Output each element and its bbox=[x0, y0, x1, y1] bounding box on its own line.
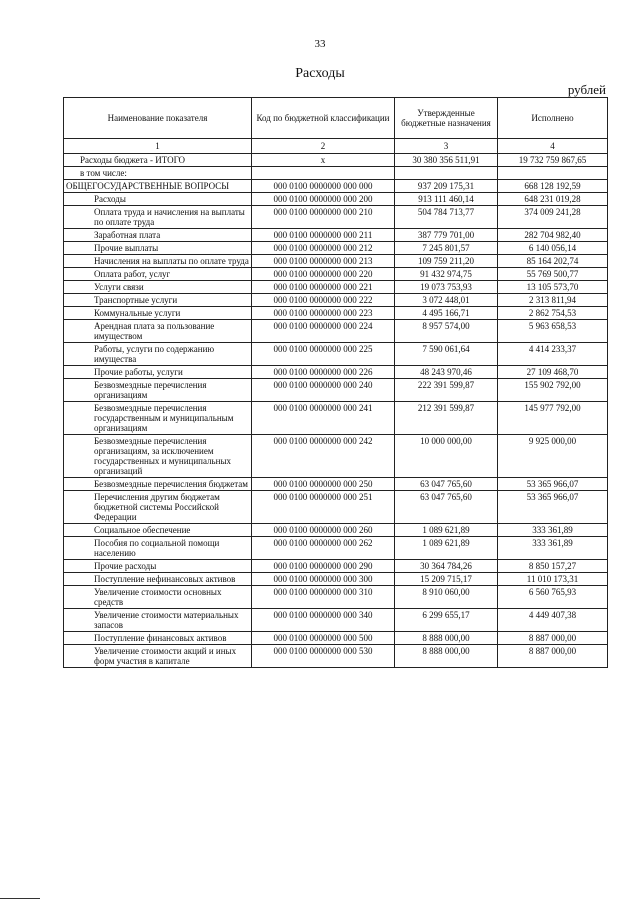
row-approved: 91 432 974,75 bbox=[395, 268, 498, 281]
row-executed: 2 862 754,53 bbox=[498, 307, 608, 320]
row-name: Расходы бюджета - ИТОГО bbox=[64, 154, 252, 167]
table-row bbox=[64, 402, 608, 435]
table-row bbox=[64, 560, 608, 573]
table-row bbox=[64, 586, 608, 609]
row-executed: 4 449 407,38 bbox=[498, 609, 608, 632]
row-approved: 7 590 061,64 bbox=[395, 343, 498, 366]
row-name: Социальное обеспечение bbox=[64, 524, 252, 537]
row-code: 000 0100 0000000 000 340 bbox=[252, 609, 395, 632]
table-row bbox=[64, 255, 608, 268]
row-executed: 2 313 811,94 bbox=[498, 294, 608, 307]
row-code: 000 0100 0000000 000 250 bbox=[252, 478, 395, 491]
page-number: 33 bbox=[314, 38, 326, 50]
row-code: 000 0100 0000000 000 212 bbox=[252, 242, 395, 255]
column-number-row bbox=[64, 139, 608, 154]
row-executed: 19 732 759 867,65 bbox=[498, 154, 608, 167]
row-code: x bbox=[252, 154, 395, 167]
row-code: 000 0100 0000000 000 224 bbox=[252, 320, 395, 343]
row-executed: 11 010 173,31 bbox=[498, 573, 608, 586]
table-row bbox=[64, 524, 608, 537]
page-title: Расходы bbox=[295, 66, 345, 81]
row-executed: 53 365 966,07 bbox=[498, 478, 608, 491]
row-name: Безвозмездные перечисления организациям, за исключением государственных и муниципальных организаций bbox=[64, 435, 252, 478]
row-executed: 6 560 765,93 bbox=[498, 586, 608, 609]
row-approved: 8 888 000,00 bbox=[395, 632, 498, 645]
row-code: 000 0100 0000000 000 500 bbox=[252, 632, 395, 645]
row-name: Увеличение стоимости материальных запасов bbox=[64, 609, 252, 632]
row-name: Услуги связи bbox=[64, 281, 252, 294]
row-code: 000 0100 0000000 000 290 bbox=[252, 560, 395, 573]
row-approved: 504 784 713,77 bbox=[395, 206, 498, 229]
row-name: Перечисления другим бюджетам бюджетной системы Российской Федерации bbox=[64, 491, 252, 524]
row-name: Заработная плата bbox=[64, 229, 252, 242]
row-executed: 8 887 000,00 bbox=[498, 632, 608, 645]
table-row bbox=[64, 343, 608, 366]
table-row bbox=[64, 229, 608, 242]
footer-rule bbox=[0, 898, 40, 899]
row-name: Поступление нефинансовых активов bbox=[64, 573, 252, 586]
row-name: Пособия по социальной помощи населению bbox=[64, 537, 252, 560]
row-approved: 8 888 000,00 bbox=[395, 645, 498, 668]
row-approved: 3 072 448,01 bbox=[395, 294, 498, 307]
row-code: 000 0100 0000000 000 223 bbox=[252, 307, 395, 320]
row-executed: 668 128 192,59 bbox=[498, 180, 608, 193]
row-approved: 8 957 574,00 bbox=[395, 320, 498, 343]
row-code: 000 0100 0000000 000 240 bbox=[252, 379, 395, 402]
row-name: Транспортные услуги bbox=[64, 294, 252, 307]
row-name: Прочие выплаты bbox=[64, 242, 252, 255]
row-name: Оплата труда и начисления на выплаты по оплате труда bbox=[64, 206, 252, 229]
row-executed: 85 164 202,74 bbox=[498, 255, 608, 268]
row-code: 000 0100 0000000 000 225 bbox=[252, 343, 395, 366]
row-executed: 282 704 982,40 bbox=[498, 229, 608, 242]
row-name: Работы, услуги по содержанию имущества bbox=[64, 343, 252, 366]
table-row bbox=[64, 206, 608, 229]
header-name: Наименование показателя bbox=[64, 98, 252, 139]
row-code: 000 0100 0000000 000 300 bbox=[252, 573, 395, 586]
header-code: Код по бюджетной классификации bbox=[252, 98, 395, 139]
row-executed: 648 231 019,28 bbox=[498, 193, 608, 206]
row-code: 000 0100 0000000 000 251 bbox=[252, 491, 395, 524]
row-code: 000 0100 0000000 000 213 bbox=[252, 255, 395, 268]
row-approved: 913 111 460,14 bbox=[395, 193, 498, 206]
row-code: 000 0100 0000000 000 226 bbox=[252, 366, 395, 379]
row-code: 000 0100 0000000 000 222 bbox=[252, 294, 395, 307]
row-executed: 4 414 233,37 bbox=[498, 343, 608, 366]
row-approved: 19 073 753,93 bbox=[395, 281, 498, 294]
header-row bbox=[64, 98, 608, 139]
row-executed: 145 977 792,00 bbox=[498, 402, 608, 435]
table-row bbox=[64, 537, 608, 560]
table-row bbox=[64, 491, 608, 524]
row-executed: 374 009 241,28 bbox=[498, 206, 608, 229]
row-approved: 15 209 715,17 bbox=[395, 573, 498, 586]
table-row bbox=[64, 180, 608, 193]
row-name: Начисления на выплаты по оплате труда bbox=[64, 255, 252, 268]
row-name: Прочие расходы bbox=[64, 560, 252, 573]
row-code: 000 0100 0000000 000 530 bbox=[252, 645, 395, 668]
row-code: 000 0100 0000000 000 241 bbox=[252, 402, 395, 435]
including-label: в том числе: bbox=[64, 167, 252, 180]
row-approved: 30 364 784,26 bbox=[395, 560, 498, 573]
row-approved: 8 910 060,00 bbox=[395, 586, 498, 609]
row-name: Безвозмездные перечисления организациям bbox=[64, 379, 252, 402]
row-approved: 10 000 000,00 bbox=[395, 435, 498, 478]
row-approved: 48 243 970,46 bbox=[395, 366, 498, 379]
row-executed: 155 902 792,00 bbox=[498, 379, 608, 402]
table-row bbox=[64, 573, 608, 586]
row-executed: 53 365 966,07 bbox=[498, 491, 608, 524]
row-approved: 7 245 801,57 bbox=[395, 242, 498, 255]
row-approved: 937 209 175,31 bbox=[395, 180, 498, 193]
including-row bbox=[64, 167, 608, 180]
row-code: 000 0100 0000000 000 262 bbox=[252, 537, 395, 560]
header-approved: Утвержденные бюджетные назначения bbox=[395, 98, 498, 139]
row-executed: 6 140 056,14 bbox=[498, 242, 608, 255]
column-number: 2 bbox=[252, 139, 395, 154]
row-name: Арендная плата за пользование имуществом bbox=[64, 320, 252, 343]
row-approved: 109 759 211,20 bbox=[395, 255, 498, 268]
row-executed: 5 963 658,53 bbox=[498, 320, 608, 343]
table-row bbox=[64, 320, 608, 343]
row-approved: 6 299 655,17 bbox=[395, 609, 498, 632]
table-row bbox=[64, 435, 608, 478]
row-approved: 30 380 356 511,91 bbox=[395, 154, 498, 167]
table-row bbox=[64, 645, 608, 668]
table-row bbox=[64, 379, 608, 402]
row-code: 000 0100 0000000 000 211 bbox=[252, 229, 395, 242]
row-code: 000 0100 0000000 000 220 bbox=[252, 268, 395, 281]
table-row bbox=[64, 268, 608, 281]
row-code: 000 0100 0000000 000 000 bbox=[252, 180, 395, 193]
row-code: 000 0100 0000000 000 242 bbox=[252, 435, 395, 478]
row-approved: 4 495 166,71 bbox=[395, 307, 498, 320]
column-number: 4 bbox=[498, 139, 608, 154]
row-name: Прочие работы, услуги bbox=[64, 366, 252, 379]
row-code: 000 0100 0000000 000 260 bbox=[252, 524, 395, 537]
table-row bbox=[64, 478, 608, 491]
row-executed: 55 769 500,77 bbox=[498, 268, 608, 281]
table-row bbox=[64, 193, 608, 206]
table-row bbox=[64, 307, 608, 320]
row-name: Увеличение стоимости акций и иных форм участия в капитале bbox=[64, 645, 252, 668]
row-executed: 9 925 000,00 bbox=[498, 435, 608, 478]
row-name: Безвозмездные перечисления государственным и муниципальным организациям bbox=[64, 402, 252, 435]
expenses-table bbox=[63, 97, 608, 668]
row-approved: 63 047 765,60 bbox=[395, 491, 498, 524]
table-row bbox=[64, 632, 608, 645]
row-name: Расходы bbox=[64, 193, 252, 206]
row-code: 000 0100 0000000 000 200 bbox=[252, 193, 395, 206]
row-approved: 1 089 621,89 bbox=[395, 537, 498, 560]
column-number: 3 bbox=[395, 139, 498, 154]
row-executed: 333 361,89 bbox=[498, 537, 608, 560]
row-approved: 63 047 765,60 bbox=[395, 478, 498, 491]
row-approved: 212 391 599,87 bbox=[395, 402, 498, 435]
row-approved: 387 779 701,00 bbox=[395, 229, 498, 242]
row-name: Безвозмездные перечисления бюджетам bbox=[64, 478, 252, 491]
table-row bbox=[64, 281, 608, 294]
column-number: 1 bbox=[64, 139, 252, 154]
row-name: Оплата работ, услуг bbox=[64, 268, 252, 281]
row-name: ОБЩЕГОСУДАРСТВЕННЫЕ ВОПРОСЫ bbox=[64, 180, 252, 193]
row-code: 000 0100 0000000 000 221 bbox=[252, 281, 395, 294]
row-name: Коммунальные услуги bbox=[64, 307, 252, 320]
units-label: рублей bbox=[567, 82, 606, 97]
row-code: 000 0100 0000000 000 310 bbox=[252, 586, 395, 609]
total-row bbox=[64, 154, 608, 167]
row-approved: 222 391 599,87 bbox=[395, 379, 498, 402]
row-executed: 27 109 468,70 bbox=[498, 366, 608, 379]
row-approved: 1 089 621,89 bbox=[395, 524, 498, 537]
row-executed: 8 850 157,27 bbox=[498, 560, 608, 573]
table-row bbox=[64, 242, 608, 255]
row-executed: 333 361,89 bbox=[498, 524, 608, 537]
table-row bbox=[64, 609, 608, 632]
row-name: Поступление финансовых активов bbox=[64, 632, 252, 645]
header-executed: Исполнено bbox=[498, 98, 608, 139]
row-code: 000 0100 0000000 000 210 bbox=[252, 206, 395, 229]
row-executed: 8 887 000,00 bbox=[498, 645, 608, 668]
table-row bbox=[64, 366, 608, 379]
table-row bbox=[64, 294, 608, 307]
row-executed: 13 105 573,70 bbox=[498, 281, 608, 294]
row-name: Увеличение стоимости основных средств bbox=[64, 586, 252, 609]
